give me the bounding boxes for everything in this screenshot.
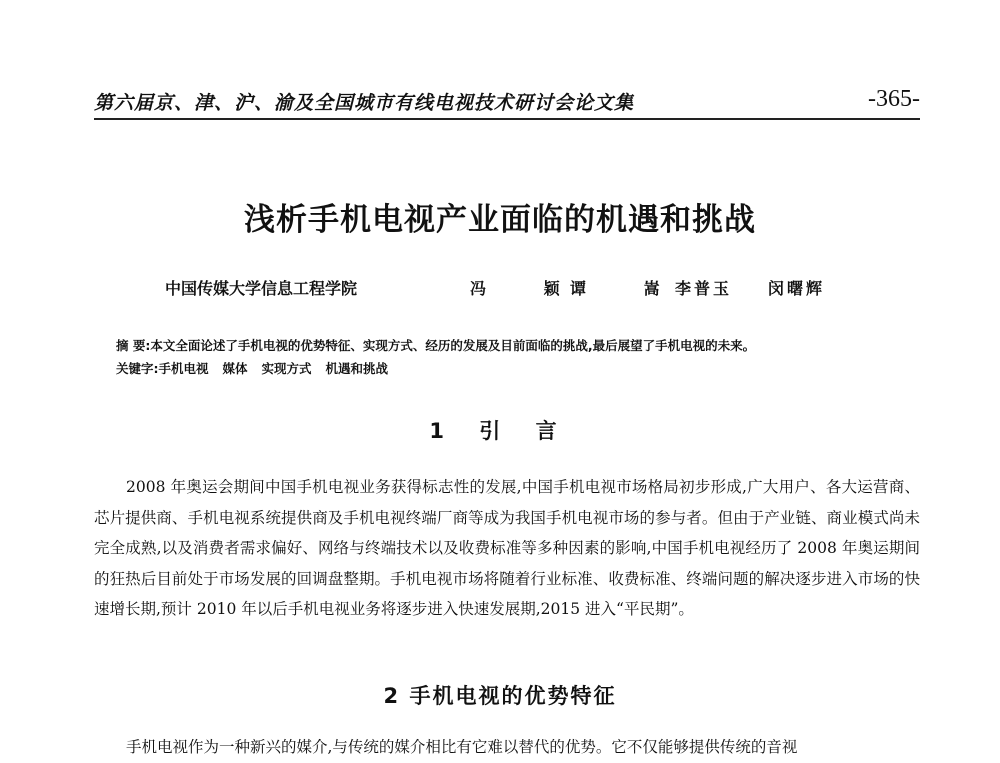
paper-title: 浅析手机电视产业面临的机遇和挑战 [244, 202, 756, 238]
author-name: 李普玉 [675, 279, 733, 298]
keywords-label: 关键字: [116, 361, 159, 376]
keywords [116, 359, 926, 377]
keyword: 媒体 [222, 361, 248, 376]
page-number: -365- [868, 86, 920, 112]
author-name: 冯 颖 [470, 279, 586, 298]
keyword: 手机电视 [158, 361, 209, 376]
author-name: 闵曙辉 [768, 279, 826, 298]
author-name: 谭 嵩 [570, 279, 686, 298]
affiliation: 中国传媒大学信息工程学院 [165, 279, 358, 298]
abstract: 摘 要:本文全面论述了手机电视的优势特征、实现方式、经历的发展及目前面临的挑战,最后展望了手机电视的未来。 [116, 338, 756, 353]
keyword: 实现方式 [261, 361, 312, 376]
running-header [94, 86, 920, 120]
section-heading: 2 手机电视的优势特征 [383, 684, 617, 708]
body-paragraph: 2008 年奥运会期间中国手机电视业务获得标志性的发展,中国手机电视市场格局初步形成,广大用户、各大运营商、芯片提供商、手机电视系统提供商及手机电视终端厂商等成为我国手机电视市场的参与者。但由于产业链、商业模式尚未完全成熟,以及消费者需求偏好、网络与终端技术以及收费标准等多种因素的影响,中国手机电视经历了 2008 年奥运期间的狂热后目前处于市场发展的回调盘整期。手机电视市场将随着行业标准、收费标准、终端问题的解决逐步进入市场的快速增长期,预计 2010 年以后手机电视业务将逐步进入快速发展期,2015 进入“平民期”。 [94, 478, 920, 618]
keyword: 机遇和挑战 [325, 361, 389, 376]
journal-title: 第六届京、津、沪、渝及全国城市有线电视技术研讨会论文集 [94, 92, 635, 114]
body-paragraph: 手机电视作为一种新兴的媒介,与传统的媒介相比有它难以替代的优势。它不仅能够提供传统的音视 [126, 738, 798, 756]
section-heading: 1 引 言 [429, 419, 571, 443]
